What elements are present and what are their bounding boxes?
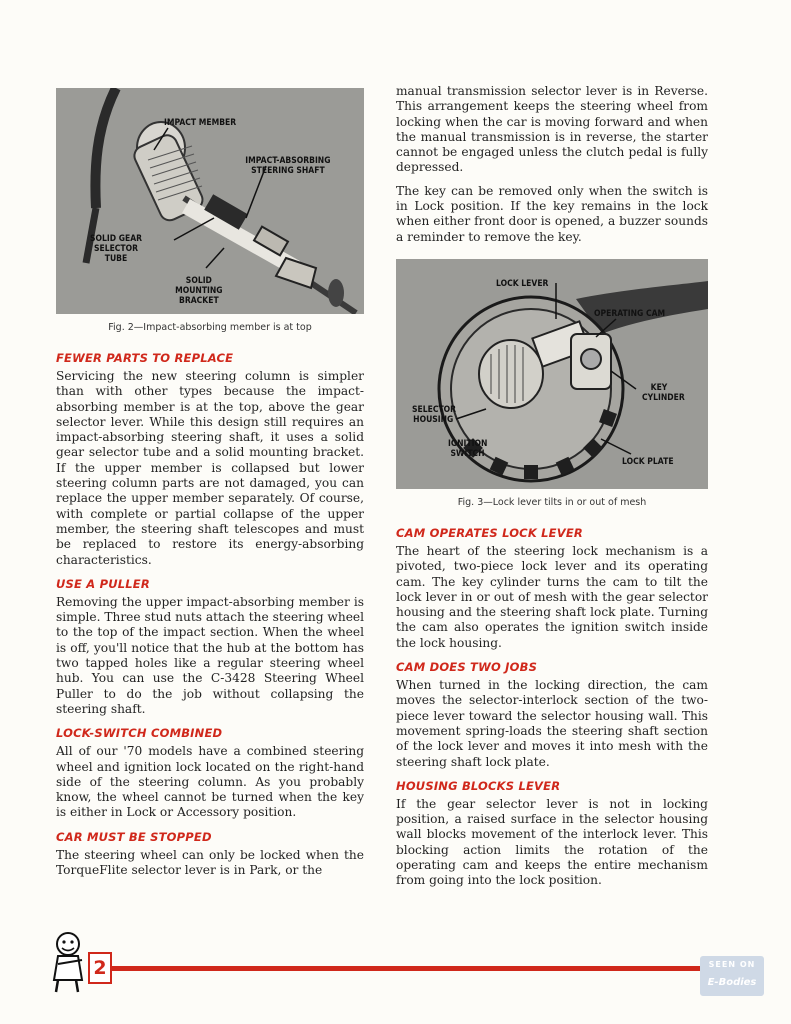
label-key-cylinder: KEY CYLINDER bbox=[642, 382, 685, 403]
seen-on-badge bbox=[700, 956, 764, 996]
paragraph-fewer-parts: Servicing the new steering column is simpler than with other types because the impact-absorbing member is at the top, above the gear selector lever. While this design still requires an impact-absorbing steering shaft, it uses a solid gear selector tube and a solid mounting bracket. If the upper member is collapsed but lower steering column parts are not damaged, you can replace the upper member separately. Of course, with complete or partial collapse of the upper member, the steering shaft telescopes and must be replaced to restore its energy-absorbing characteristics. bbox=[56, 369, 364, 567]
paragraph-car-must-be-stopped: The steering wheel can only be locked when the TorqueFlite selector lever is in Park, or the bbox=[56, 847, 364, 878]
badge-top-text: SEEN ON bbox=[708, 960, 756, 969]
label-lock-plate: LOCK PLATE bbox=[622, 456, 674, 467]
heading-cam-two-jobs: CAM DOES TWO JOBS bbox=[396, 660, 538, 675]
paragraph-housing-blocks: If the gear selector lever is not in locking position, a raised surface in the selector housing wall blocks movement of the interlock lever. This blocking action limits the rotation of the operating cam and keeps the entire mechanism from going into the lock position. bbox=[396, 796, 708, 888]
figure-3-photo bbox=[396, 259, 708, 489]
badge-bottom-text: E-Bodies bbox=[707, 977, 757, 988]
left-column bbox=[56, 88, 364, 882]
label-lock-lever: LOCK LEVER bbox=[496, 278, 549, 289]
right-column bbox=[396, 84, 708, 893]
paragraph-key-removal: The key can be removed only when the switch is in Lock position. If the key remains in the lock when either front door is opened, a buzzer sounds a reminder to remove the key. bbox=[396, 183, 708, 244]
heading-car-must-be-stopped: CAR MUST BE STOPPED bbox=[56, 829, 212, 844]
label-solid-gear-selector-tube: SOLID GEAR SELECTOR TUBE bbox=[89, 234, 143, 264]
figure-2-caption: Fig. 2—Impact-absorbing member is at top bbox=[108, 322, 312, 333]
paragraph-lock-switch: All of our '70 models have a combined steering wheel and ignition lock located on the right-hand side of the steering column. As you probably know, the wheel cannot be turned when the key is either in Lock or Accessory position. bbox=[56, 744, 364, 820]
label-impact-member: IMPACT MEMBER bbox=[164, 118, 237, 128]
paragraph-cam-operates: The heart of the steering lock mechanism is a pivoted, two-piece lock lever and its operating cam. The key cylinder turns the cam to tilt the lock lever in or out of mesh with the gear selector housing and the steering shaft lock plate. Turning the cam also operates the ignition switch inside the lock housing. bbox=[396, 543, 708, 650]
lock-mechanism-illustration bbox=[396, 259, 708, 489]
footer-rule bbox=[106, 966, 729, 971]
paragraph-cam-two-jobs: When turned in the locking direction, the cam moves the selector-interlock section of the two-piece lever toward the selector housing wall. This movement spring-loads the steering shaft section of the lock lever and moves it into mesh with the steering shaft lock plate. bbox=[396, 678, 708, 769]
heading-lock-switch: LOCK-SWITCH COMBINED bbox=[56, 726, 223, 741]
heading-housing-blocks: HOUSING BLOCKS LEVER bbox=[396, 778, 561, 793]
paragraph-use-a-puller: Removing the upper impact-absorbing member is simple. Three stud nuts attach the steering wheel to the top of the impact section. When the wheel is off, you'll notice that the hub at the bottom has two tapped holes like a regular steering wheel hub. You can use the C-3428 Steering Wheel Puller to do the job without collapsing the steering shaft. bbox=[56, 594, 365, 716]
label-selector-housing: SELECTOR HOUSING bbox=[412, 404, 457, 425]
figure-2-photo bbox=[56, 88, 364, 314]
heading-use-a-puller: USE A PULLER bbox=[56, 576, 150, 591]
label-operating-cam: OPERATING CAM bbox=[594, 308, 666, 319]
heading-fewer-parts: FEWER PARTS TO REPLACE bbox=[56, 351, 234, 365]
heading-cam-operates: CAM OPERATES LOCK LEVER bbox=[396, 525, 583, 540]
label-impact-absorbing-shaft: IMPACT-ABSORBING STEERING SHAFT bbox=[245, 156, 331, 176]
page-number: 2 bbox=[88, 952, 112, 984]
figure-3-caption: Fig. 3—Lock lever tilts in or out of mesh bbox=[457, 496, 647, 508]
label-solid-mounting-bracket: SOLID MOUNTING BRACKET bbox=[175, 276, 223, 306]
label-ignition-switch: IGNITION SWITCH bbox=[448, 438, 488, 459]
paragraph-continued: manual transmission selector lever is in Reverse. This arrangement keeps the steering wheel from locking when the car is moving forward and when the manual transmission is in reverse, the starter cannot be engaged unless the clutch pedal is fully depressed. bbox=[396, 84, 708, 175]
